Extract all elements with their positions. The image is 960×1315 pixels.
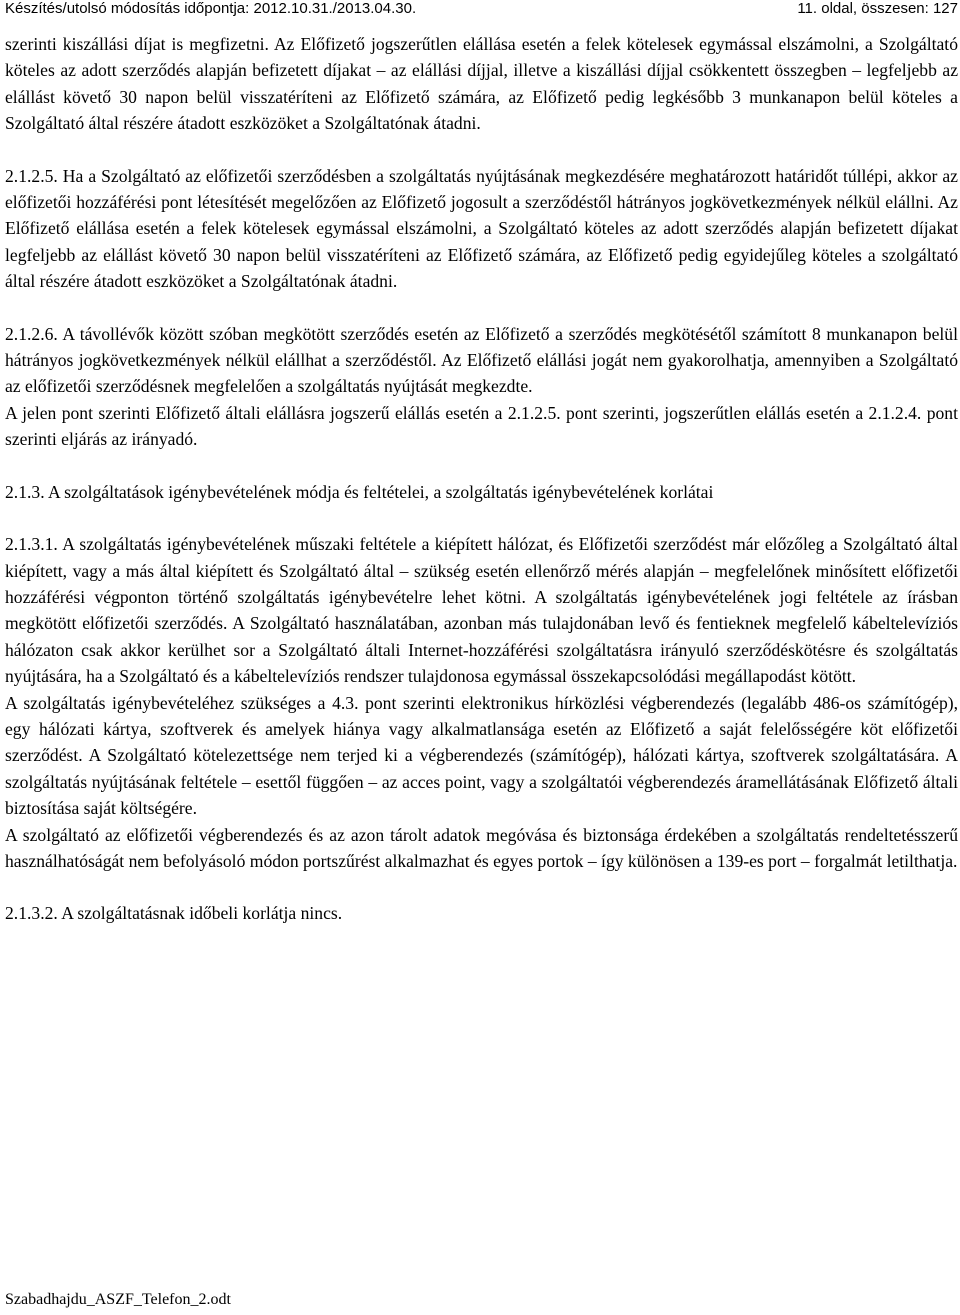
paragraph-terminal-equipment: A szolgáltatás igénybevételéhez szükséges a 4.3. pont szerinti elektronikus hírközlési végberendezés (legalább 486-os számítógép), egy hálózati kártya, szoftverek és amelyek hiánya vagy alkalmatlansága esetén az Előfizető a saját felelősségére köt előfizetői szerződést. A Szolgáltató kötelezettsége nem terjed ki a végberendezés (számítógép), hálózati kártya, szoftverek szolgáltatására. A szolgáltatás nyújtásának feltétele – esettől függően – az acces point, vagy a szolgáltatói végberendezés áramellátásának Előfizető általi biztosítása saját költségére. bbox=[5, 692, 958, 819]
paragraph-continuation: szerinti kiszállási díjat is megfizetni. Az Előfizető jogszerűtlen elállása esetén a felek kötelesek egymással elszámolni, a Szolgáltató köteles az adott szerződés alapján befizetett díjakat – az elállási díjjal, illetve a kiszállási díjjal csökkentett összegben – legfeljebb az elállást követő 30 napon belül visszatéríteni az Előfizető számára, az Előfizető pedig legkésőbb 3 munkanapon belül köteles a Szolgáltató által részére átadott eszközöket a Szolgáltatónak átadni. bbox=[5, 34, 958, 134]
document-page bbox=[5, 0, 958, 1315]
paragraph-2-1-3-2: 2.1.3.2. A szolgáltatásnak időbeli korlátja nincs. bbox=[5, 903, 343, 924]
section-heading-2-1-3: 2.1.3. A szolgáltatások igénybevételének módja és feltételei, a szolgáltatás igénybevételének korlátai bbox=[5, 481, 714, 502]
modification-date: Készítés/utolsó módosítás időpontja: 2012.10.31./2013.04.30. bbox=[5, 0, 417, 17]
page-number: 11. oldal, összesen: 127 bbox=[797, 0, 958, 17]
paragraph-port-filtering: A szolgáltató az előfizetői végberendezés és az azon tárolt adatok megóvása és biztonsága érdekében a szolgáltatás rendeltetésszerű használhatóságát nem befolyásoló módon portszűrést alkalmazhat és egyes portok – így különösen a 139-es port – forgalmát letilthatja. bbox=[5, 824, 958, 871]
document-filename: Szabadhajdu_ASZF_Telefon_2.odt bbox=[5, 1291, 231, 1308]
page-footer bbox=[5, 1290, 231, 1310]
paragraph-2-1-2-6: 2.1.2.6. A távollévők között szóban megkötött szerződés esetén az Előfizető a szerződés megkötésétől számított 8 munkanapon belül hátrányos jogkövetkezmények nélkül elállhat a szerződéstől. Az Előfizető elállási jogát nem gyakorolhatja, amennyiben a Szolgáltató az előfizetői szerződésnek megfelelően a szolgáltatás nyújtását megkezdte. bbox=[5, 323, 958, 397]
paragraph-2-1-2-5: 2.1.2.5. Ha a Szolgáltató az előfizetői szerződésben a szolgáltatás nyújtásának megkezdésére meghatározott határidőt túllépi, akkor az előfizetői hozzáférési pont létesítését megelőzően az Előfizető jogosult a szerződéstől hátrányos jogkövetkezmények nélkül elállni. Az Előfizető elállása esetén a felek kötelesek egymással elszámolni, a Szolgáltató köteles az adott szerződés alapján befizetett díjakat legfeljebb az elállást követő 30 napon belül visszatéríteni az Előfizető számára, az Előfizető pedig egyidejűleg köteles a szolgáltató által részére átadott eszközöket a Szolgáltatónak átadni. bbox=[5, 165, 958, 292]
document-body bbox=[5, 31, 958, 927]
paragraph-withdrawal-procedure: A jelen pont szerinti Előfizető általi elállásra jogszerű elállás esetén a 2.1.2.5. pont szerinti, jogszerűtlen elállás esetén a 2.1.2.4. pont szerinti eljárás az irányadó. bbox=[5, 402, 958, 450]
paragraph-2-1-3-1: 2.1.3.1. A szolgáltatás igénybevételének műszaki feltétele a kiépített hálózat, és Előfizetői szerződést már előzőleg a Szolgáltató által kiépített, vagy a más által kiépített és Szolgáltató által – szükség esetén ellenőrző mérés alapján – megfelelőnek minősített előfizetői hozzáférési végponton történő szolgáltatás igénybevételre lehet kötni. A szolgáltatás igénybevételének jogi feltétele az írásban megkötött előfizetői szerződés. A Szolgáltató használatában, azonban más tulajdonában levő és fentieknek megfelelő kábeltelevíziós hálózaton csak akkor kerülhet sor a Szolgáltató általi Internet-hozzáférési szolgáltatásra irányuló szerződéskötésre és szolgáltatás nyújtására, ha a Szolgáltató és a kábeltelevíziós rendszer tulajdonosa egymással összekapcsolódási megállapodást kötött. bbox=[5, 534, 958, 687]
page-header bbox=[5, 0, 958, 22]
